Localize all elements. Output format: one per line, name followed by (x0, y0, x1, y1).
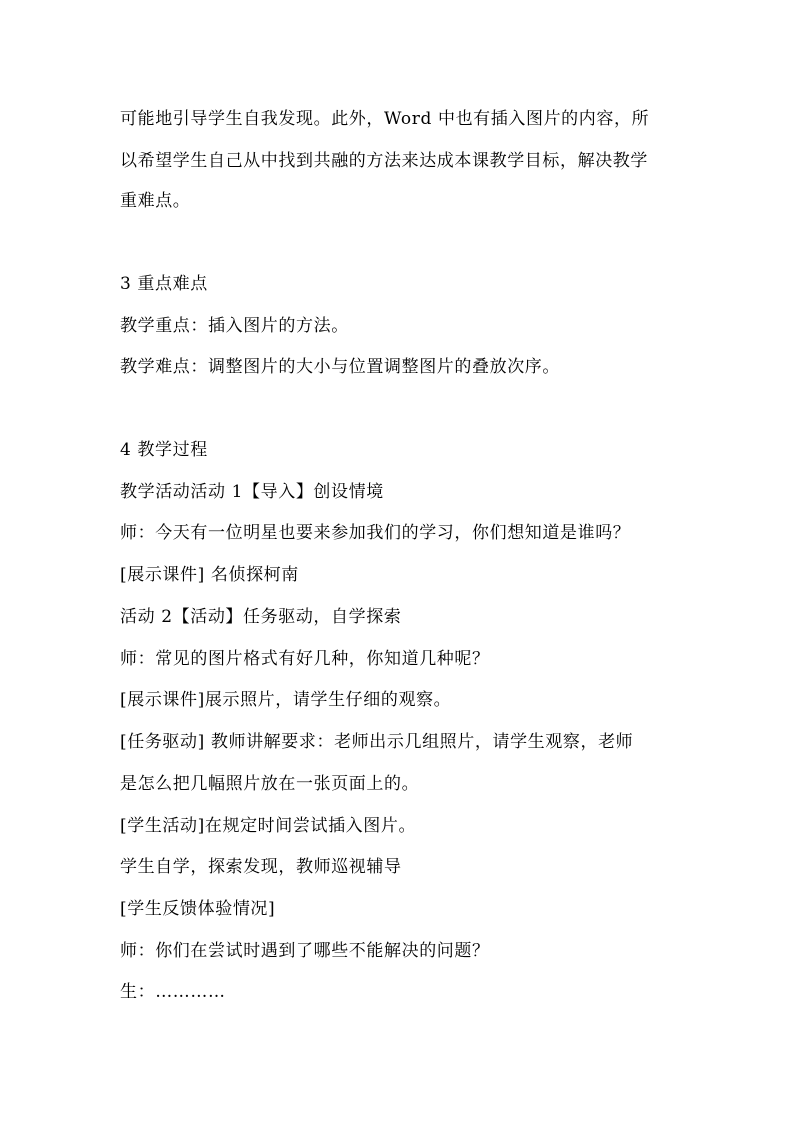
difficult-point-text: 教学难点：调整图片的大小与位置调整图片的叠放次序。 (120, 357, 560, 377)
intro-line-3: 重难点。 (120, 191, 191, 211)
teacher-question-line: 师：你们在尝试时遇到了哪些不能解决的问题？ (120, 941, 490, 961)
section-3-heading: 3 重点难点 (120, 274, 208, 294)
activity-2-heading: 活动 2【活动】任务驱动，自学探索 (120, 607, 402, 627)
task-drive-line-continued: 是怎么把几幅照片放在一张页面上的。 (120, 774, 420, 794)
key-point-text: 教学重点：插入图片的方法。 (120, 316, 349, 336)
student-answer-line: 生：………… (120, 982, 226, 1002)
activity-1-heading: 教学活动活动 1【导入】创设情境 (120, 482, 384, 502)
section-4-heading: 4 教学过程 (120, 440, 208, 460)
teacher-line: 师：今天有一位明星也要来参加我们的学习，你们想知道是谁吗？ (120, 523, 631, 543)
student-activity-line: [学生活动]在规定时间尝试插入图片。 (120, 816, 417, 836)
task-drive-line: [任务驱动] 教师讲解要求：老师出示几组照片，请学生观察，老师 (120, 732, 634, 752)
courseware-line: [展示课件]展示照片，请学生仔细的观察。 (120, 690, 452, 710)
intro-line-2: 以希望学生自己从中找到共融的方法来达成本课教学目标，解决教学 (120, 151, 648, 171)
feedback-line: [学生反馈体验情况] (120, 899, 276, 919)
teacher-line: 师：常见的图片格式有好几种，你知道几种呢？ (120, 649, 490, 669)
self-study-line: 学生自学，探索发现，教师巡视辅导 (120, 857, 402, 877)
courseware-line: [展示课件] 名侦探柯南 (120, 565, 299, 585)
intro-line-1: 可能地引导学生自我发现。此外，Word 中也有插入图片的内容，所 (120, 109, 650, 129)
